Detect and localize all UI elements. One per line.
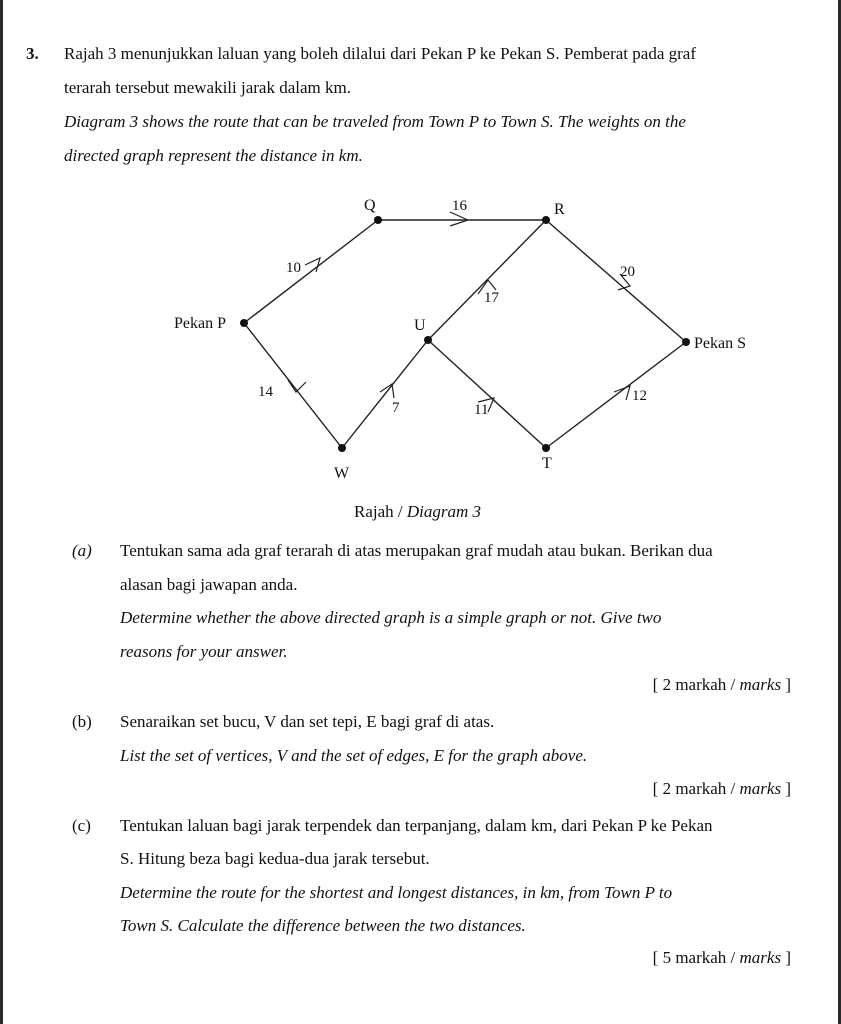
- weight-p-q: 10: [286, 260, 301, 276]
- question-number: 3.: [26, 44, 39, 63]
- edge-u-t: [428, 340, 546, 448]
- part-c-marks: [653, 948, 791, 968]
- diagram-caption: [354, 502, 481, 522]
- vertex-t: [542, 444, 550, 452]
- vertex-u: [424, 336, 432, 344]
- intro-english-line-1: Diagram 3 shows the route that can be traveled from Town P to Town S. The weights on the: [64, 112, 686, 131]
- weight-u-t: 11: [474, 402, 489, 418]
- part-a-label: (a): [72, 541, 92, 560]
- vertex-r: [542, 216, 550, 224]
- edge-t-s: [546, 342, 686, 448]
- weight-q-r: 16: [452, 198, 467, 214]
- part-b-english-line-1: List the set of vertices, V and the set of edges, E for the graph above.: [120, 746, 588, 765]
- part-b-marks: [653, 779, 791, 799]
- edge-p-q: [244, 220, 378, 323]
- vertex-p: [240, 319, 248, 327]
- label-vertex-q: Q: [364, 197, 376, 214]
- weight-w-u: 7: [392, 400, 400, 416]
- part-a-marks-word: marks: [739, 675, 782, 694]
- part-a-english-line-1: Determine whether the above directed graph is a simple graph or not. Give two: [120, 608, 662, 627]
- weight-r-s: 20: [620, 264, 635, 280]
- part-c-english-line-2: Town S. Calculate the difference between the two distances.: [120, 916, 526, 935]
- edge-r-s: [546, 220, 686, 342]
- arrow-t-s: [614, 386, 630, 400]
- label-vertex-t: T: [542, 455, 552, 472]
- part-b-marks-prefix: [ 2 markah /: [652, 779, 740, 798]
- part-c-marks-suffix: ]: [781, 948, 791, 967]
- label-vertex-s: Pekan S: [694, 335, 746, 352]
- vertex-w: [338, 444, 346, 452]
- part-c-malay-line-2: S. Hitung beza bagi kedua-dua jarak tersebut.: [120, 849, 430, 868]
- part-b-label: (b): [72, 712, 92, 731]
- part-c-marks-word: marks: [739, 948, 782, 967]
- part-a-english-line-2: reasons for your answer.: [120, 642, 288, 661]
- weight-p-w: 14: [258, 384, 273, 400]
- part-a-marks-prefix: [ 2 markah /: [652, 675, 740, 694]
- intro-english-line-2: directed graph represent the distance in km.: [64, 146, 363, 165]
- weight-t-s: 12: [632, 388, 647, 404]
- part-c-label: (c): [72, 816, 91, 835]
- part-a-marks-suffix: ]: [781, 675, 791, 694]
- edge-r-u: [428, 220, 546, 340]
- intro-malay-line-1: Rajah 3 menunjukkan laluan yang boleh dilalui dari Pekan P ke Pekan S. Pemberat pada graf: [64, 44, 696, 63]
- label-vertex-p: Pekan P: [174, 315, 226, 332]
- part-b-malay-line-1: Senaraikan set bucu, V dan set tepi, E bagi graf di atas.: [120, 712, 495, 731]
- intro-malay-line-2: terarah tersebut mewakili jarak dalam km.: [64, 78, 351, 97]
- part-b-marks-suffix: ]: [781, 779, 791, 798]
- part-a-malay-line-1: Tentukan sama ada graf terarah di atas merupakan graf mudah atau bukan. Berikan dua: [120, 541, 713, 560]
- label-vertex-r: R: [554, 201, 565, 218]
- vertex-s: [682, 338, 690, 346]
- label-vertex-u: U: [414, 317, 426, 334]
- edge-w-u: [342, 340, 428, 448]
- diagram-caption-malay: Rajah /: [354, 502, 407, 521]
- diagram-caption-english: Diagram 3: [406, 502, 482, 521]
- part-b-marks-word: marks: [739, 779, 782, 798]
- part-a-marks: [653, 675, 791, 695]
- arrow-q-r: [450, 212, 468, 226]
- part-c-english-line-1: Determine the route for the shortest and longest distances, in km, from Town P to: [120, 883, 673, 902]
- weight-r-u: 17: [484, 290, 499, 306]
- part-a-malay-line-2: alasan bagi jawapan anda.: [120, 575, 298, 594]
- part-c-malay-line-1: Tentukan laluan bagi jarak terpendek dan terpanjang, dalam km, dari Pekan P ke Pekan: [120, 816, 713, 835]
- part-c-marks-prefix: [ 5 markah /: [652, 948, 740, 967]
- label-vertex-w: W: [334, 465, 350, 482]
- vertex-q: [374, 216, 382, 224]
